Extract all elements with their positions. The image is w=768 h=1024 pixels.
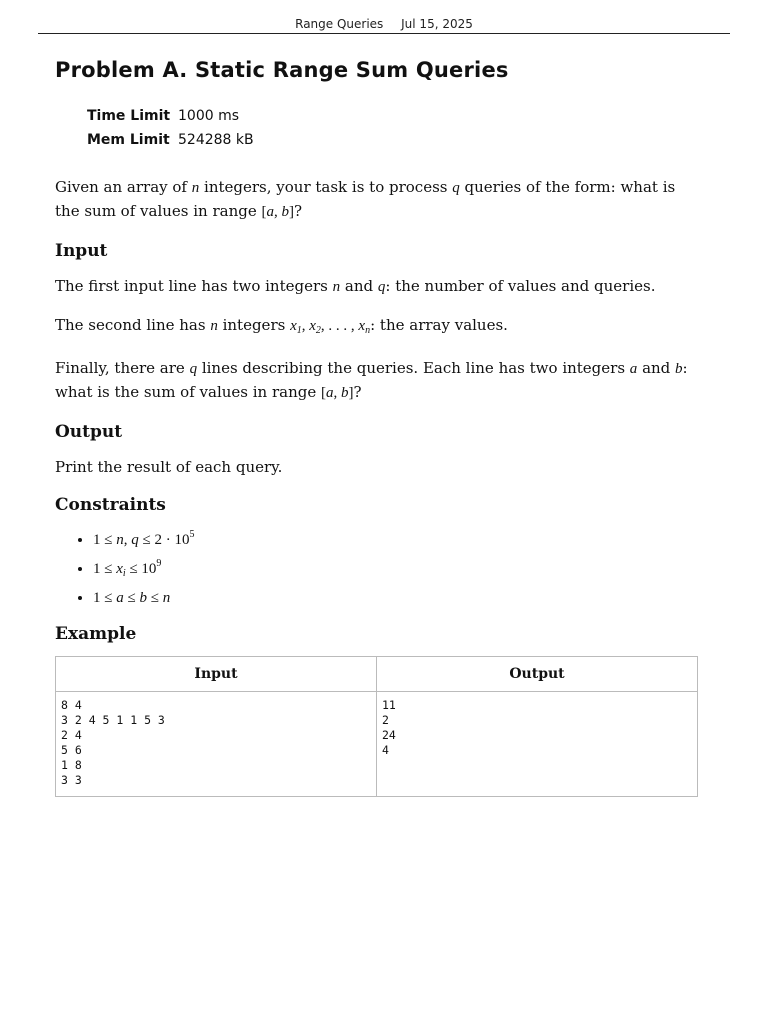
problem-statement: Given an array of n integers, your task is to process q queries of the form: what is the sum of values in range [a, b]?	[55, 178, 676, 220]
example-input-header: Input	[56, 657, 377, 692]
contest-name: Range Queries	[295, 17, 384, 31]
example-output-text: 11 2 24 4	[382, 698, 396, 757]
output-heading: Output	[55, 422, 123, 442]
input-line1: The first input line has two integers n and q: the number of values and queries.	[55, 277, 656, 295]
problem-content	[55, 58, 700, 797]
constraint-item: • 1 ≤ n, $q \le 2 \cdot 10^5$	[93, 523, 700, 552]
example-input-text: 8 4 3 2 4 5 1 1 5 3 2 4 5 6 1 8 3 3	[61, 698, 165, 787]
mem-limit-row	[87, 128, 700, 152]
running-header	[38, 17, 730, 31]
constraints-heading: Constraints	[55, 495, 166, 515]
example-output-header: Output	[377, 657, 698, 692]
constraint-item: • $1 \le x_i \le 10^9$	[93, 552, 700, 586]
constraints-list	[55, 523, 700, 610]
input-line3: Finally, there are q lines describing the queries. Each line has two integers a and b: what is the sum of values in range [a, b]?	[55, 359, 688, 401]
example-output-cell	[377, 692, 698, 797]
example-heading: Example	[55, 624, 137, 644]
problem-title: Problem A. Static Range Sum Queries	[55, 58, 509, 82]
mem-limit-label: Mem Limit	[87, 132, 170, 148]
input-heading: Input	[55, 241, 108, 261]
input-line2: The second line has n integers $x_1$, $x_2$, . . . , $x_n$: the array values.	[55, 316, 508, 336]
time-limit-value: 1000 ms	[178, 108, 240, 124]
constraint-item: • 1 ≤ a ≤ b ≤ n	[93, 586, 700, 610]
limits-block	[87, 104, 700, 152]
output-text: Print the result of each query.	[55, 458, 283, 476]
mem-limit-value: 524288 kB	[178, 132, 254, 148]
header-rule	[38, 33, 730, 34]
example-input-cell	[56, 692, 377, 797]
contest-date: Jul 15, 2025	[401, 17, 473, 31]
time-limit-label: Time Limit	[87, 108, 171, 124]
example-table	[55, 656, 698, 797]
time-limit-row	[87, 104, 700, 128]
